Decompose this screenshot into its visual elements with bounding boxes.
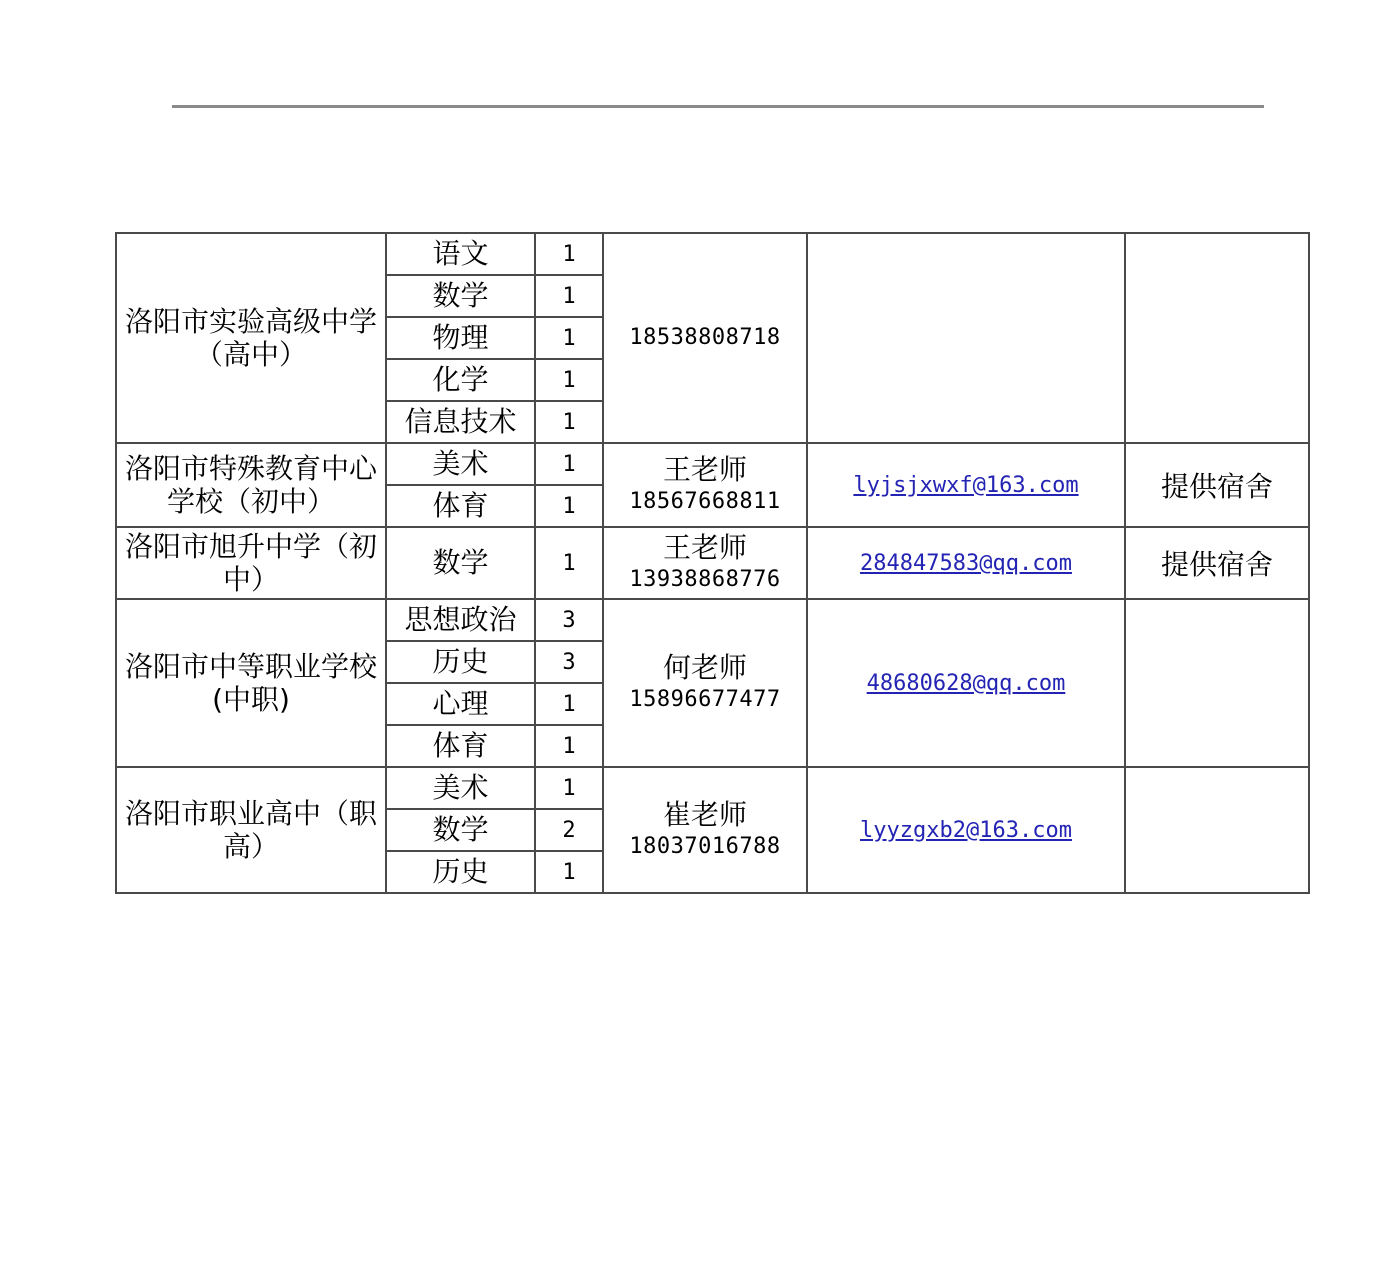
contact-phone: 18538808718	[629, 325, 781, 350]
table-row	[116, 599, 1309, 641]
subject-name: 体育	[386, 725, 535, 767]
position-count: 1	[535, 767, 603, 809]
subject-name: 数学	[386, 809, 535, 851]
position-count: 1	[535, 485, 603, 527]
position-count: 3	[535, 599, 603, 641]
note-cell: 提供宿舍	[1125, 527, 1309, 599]
contact-cell	[603, 233, 807, 443]
top-divider	[172, 105, 1264, 108]
subject-name: 化学	[386, 359, 535, 401]
table-row	[116, 443, 1309, 485]
email-cell	[807, 767, 1125, 893]
email-link[interactable]: 284847583@qq.com	[860, 550, 1072, 576]
table-row	[116, 767, 1309, 809]
contact-name: 何老师	[662, 651, 747, 684]
subject-name: 心理	[386, 683, 535, 725]
position-count: 1	[535, 233, 603, 275]
school-name: 洛阳市旭升中学（初中）	[116, 527, 386, 599]
email-link[interactable]: lyyzgxb2@163.com	[860, 817, 1072, 843]
contact-cell	[603, 527, 807, 599]
contact-phone: 18037016788	[629, 834, 781, 859]
position-count: 1	[535, 683, 603, 725]
position-count: 2	[535, 809, 603, 851]
school-name: 洛阳市特殊教育中心学校（初中）	[116, 443, 386, 527]
position-count: 1	[535, 317, 603, 359]
subject-name: 美术	[386, 767, 535, 809]
email-cell	[807, 233, 1125, 443]
school-name: 洛阳市中等职业学校(中职)	[116, 599, 386, 767]
email-link[interactable]: lyjsjxwxf@163.com	[853, 472, 1079, 498]
subject-name: 数学	[386, 527, 535, 599]
school-name: 洛阳市实验高级中学（高中）	[116, 233, 386, 443]
contact-name: 崔老师	[662, 798, 747, 831]
subject-name: 体育	[386, 485, 535, 527]
contact-phone: 18567668811	[629, 489, 781, 514]
recruitment-table	[115, 232, 1310, 894]
email-cell	[807, 599, 1125, 767]
table-row	[116, 233, 1309, 275]
contact-cell	[603, 443, 807, 527]
contact-cell	[603, 599, 807, 767]
position-count: 3	[535, 641, 603, 683]
position-count: 1	[535, 401, 603, 443]
note-cell	[1125, 233, 1309, 443]
email-cell	[807, 443, 1125, 527]
note-cell	[1125, 599, 1309, 767]
position-count: 1	[535, 443, 603, 485]
subject-name: 历史	[386, 851, 535, 893]
contact-phone: 13938868776	[629, 567, 781, 592]
contact-cell	[603, 767, 807, 893]
contact-phone: 15896677477	[629, 687, 781, 712]
position-count: 1	[535, 527, 603, 599]
contact-name: 王老师	[662, 453, 747, 486]
position-count: 1	[535, 851, 603, 893]
email-link[interactable]: 48680628@qq.com	[866, 670, 1066, 696]
contact-name: 王老师	[662, 531, 747, 564]
subject-name: 美术	[386, 443, 535, 485]
table-row	[116, 527, 1309, 599]
subject-name: 语文	[386, 233, 535, 275]
subject-name: 数学	[386, 275, 535, 317]
subject-name: 信息技术	[386, 401, 535, 443]
position-count: 1	[535, 275, 603, 317]
school-name: 洛阳市职业高中（职高）	[116, 767, 386, 893]
position-count: 1	[535, 725, 603, 767]
subject-name: 历史	[386, 641, 535, 683]
subject-name: 物理	[386, 317, 535, 359]
email-cell	[807, 527, 1125, 599]
subject-name: 思想政治	[386, 599, 535, 641]
position-count: 1	[535, 359, 603, 401]
note-cell	[1125, 767, 1309, 893]
note-cell: 提供宿舍	[1125, 443, 1309, 527]
